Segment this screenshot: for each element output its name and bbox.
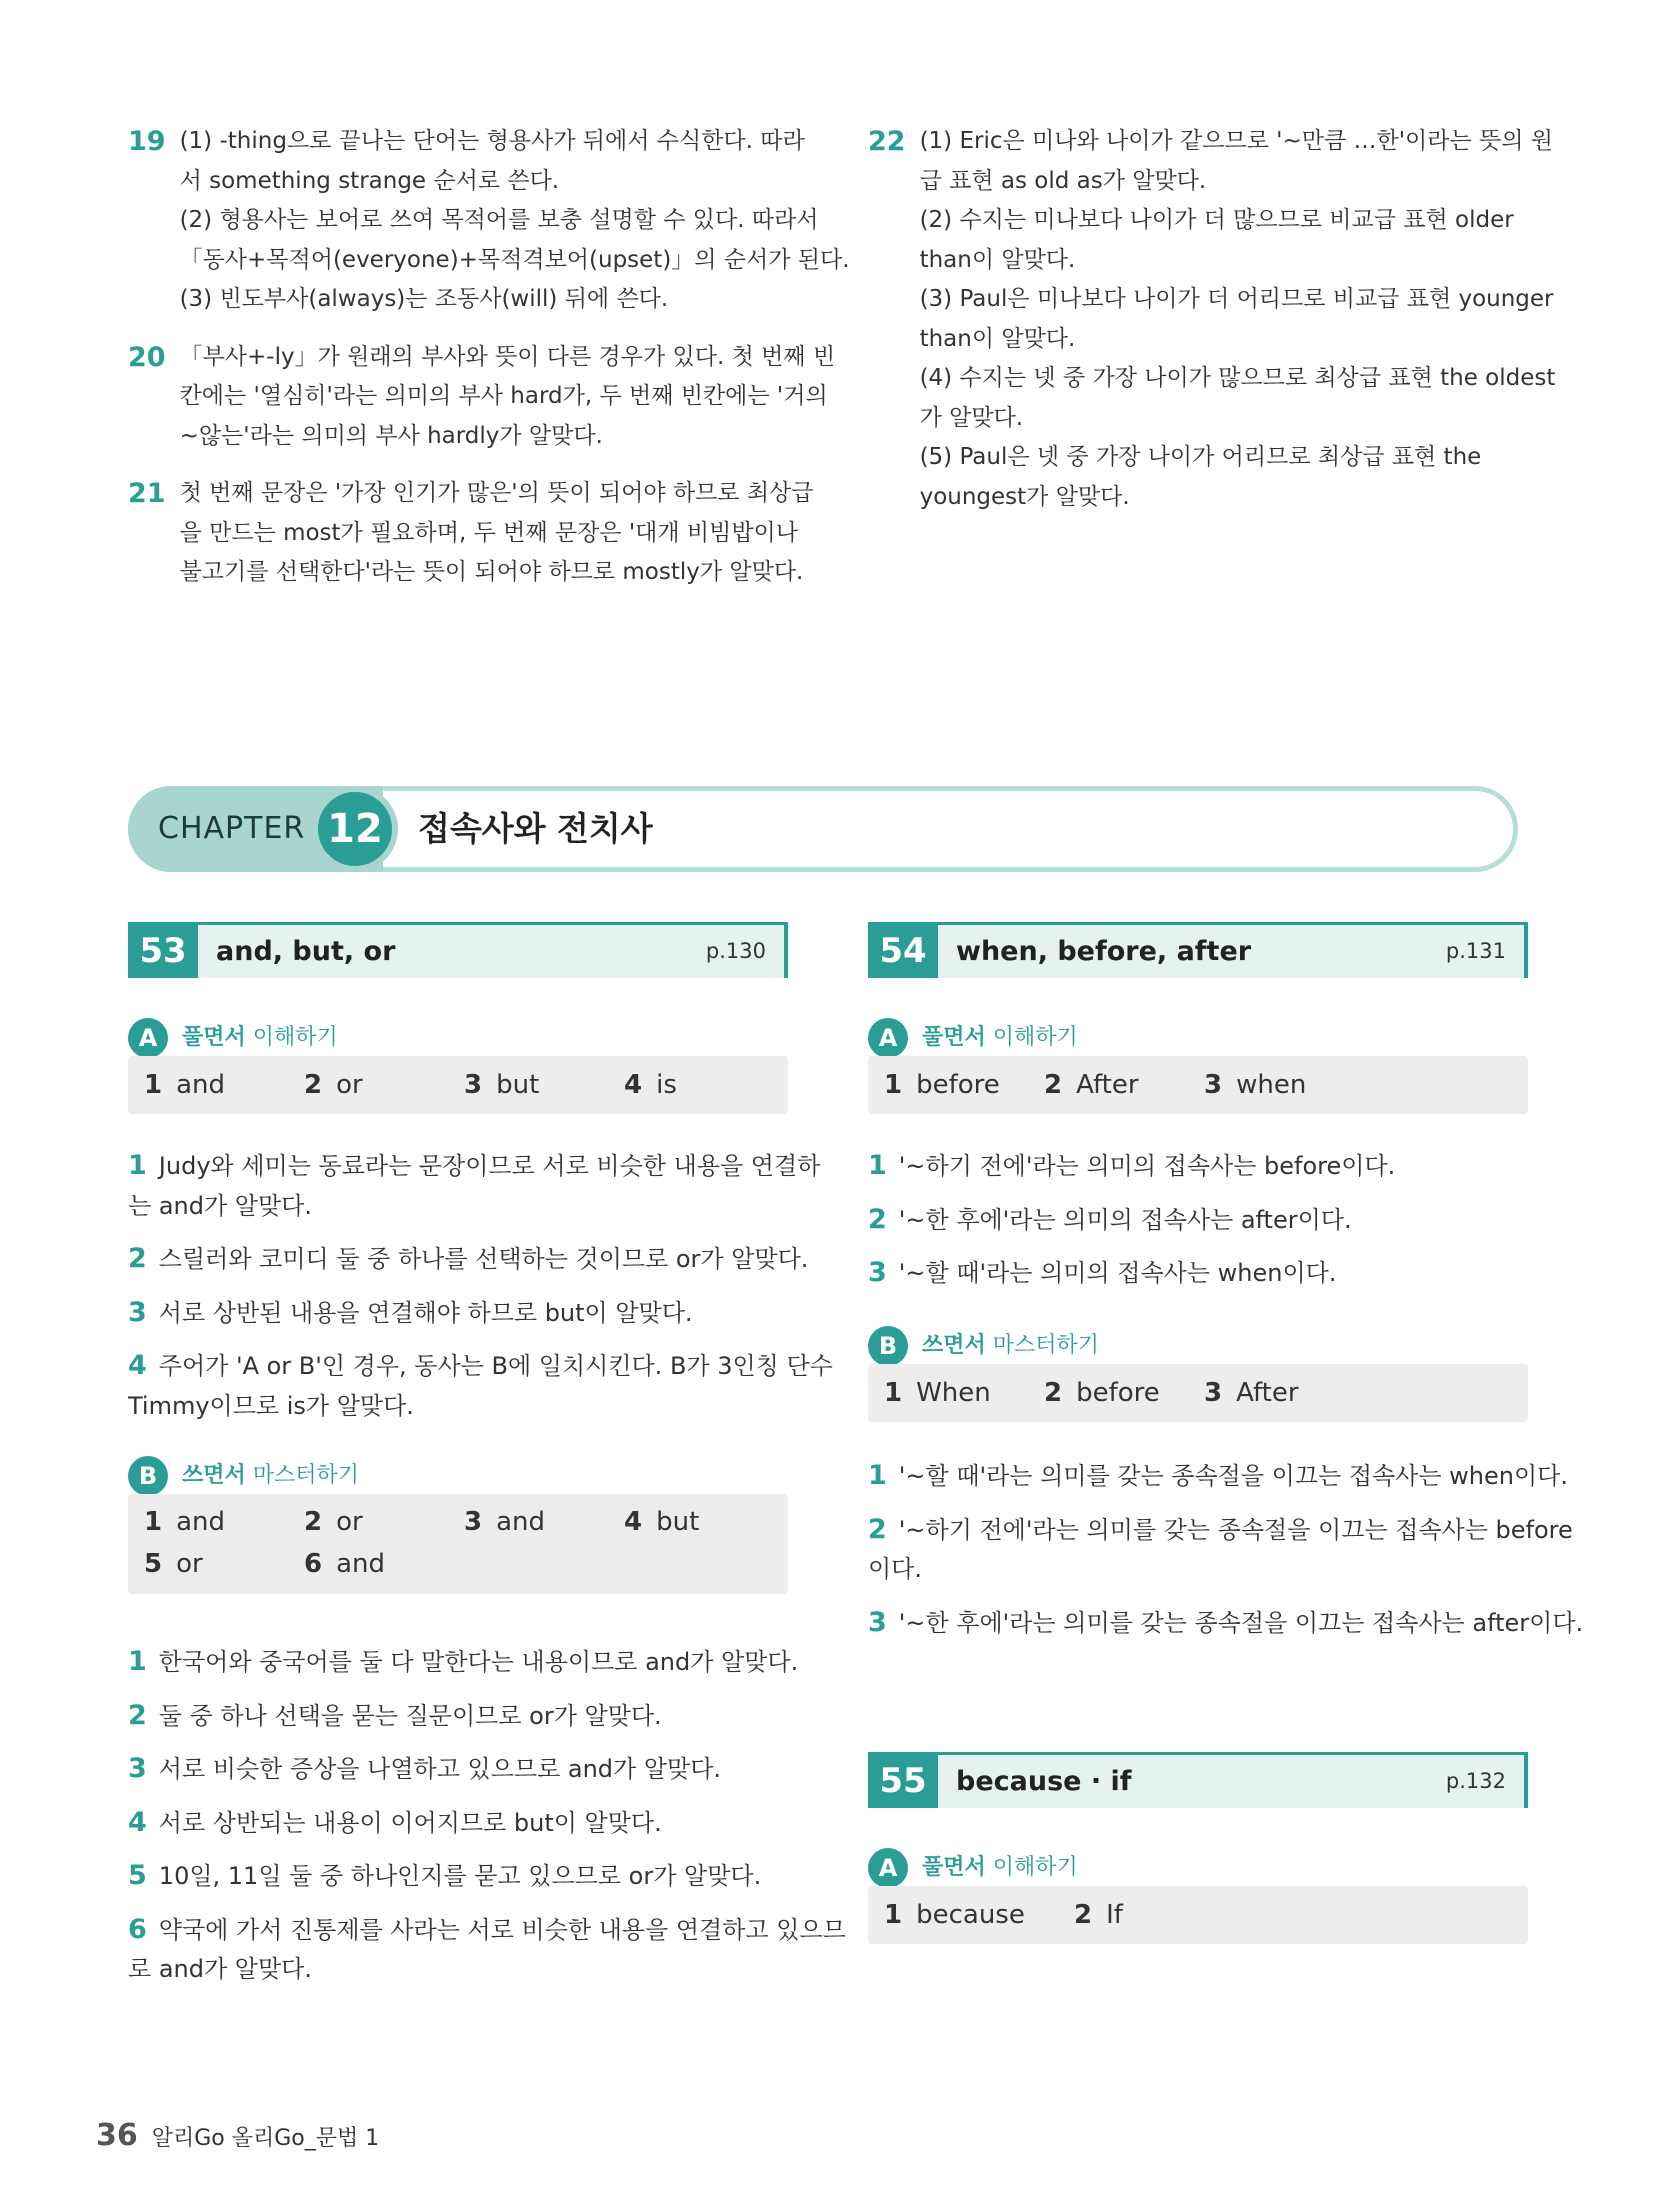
line: 10일, 11일 둘 중 하나인지를 묻고 있으므로 or가 알맞다. xyxy=(158,1862,762,1890)
section-title: and, but, or xyxy=(216,936,396,967)
section-number: 53 xyxy=(128,925,198,978)
answer-value: but xyxy=(656,1507,700,1537)
line: 불고기를 선택한다'라는 뜻이 되어야 하므로 mostly가 알맞다. xyxy=(179,559,804,585)
answer-value: and xyxy=(336,1549,386,1579)
book-title: 알리Go 올리Go_문법 1 xyxy=(151,2126,380,2151)
chapter-title: 접속사와 전치사 xyxy=(418,809,653,848)
line: (3) Paul은 미나보다 나이가 더 어리므로 비교급 표현 younger xyxy=(919,286,1554,312)
item-number: 20 xyxy=(128,341,166,373)
line: 을 만드는 most가 필요하며, 두 번째 문장은 '대개 비빔밥이나 xyxy=(179,519,798,546)
explanations-53a xyxy=(128,1146,833,1426)
subsection-title xyxy=(182,1018,338,1058)
answer-number: 3 xyxy=(1204,1070,1223,1100)
answer xyxy=(884,1373,991,1413)
subsection-a-header xyxy=(868,1018,1268,1058)
answer-value: before xyxy=(916,1070,1000,1100)
answer-number: 6 xyxy=(304,1549,323,1579)
section-page: p.131 xyxy=(1445,939,1506,963)
explanation-item xyxy=(128,1803,808,1844)
answer-number: 2 xyxy=(1074,1900,1093,1930)
item-number: 3 xyxy=(128,1296,147,1328)
answer-value: If xyxy=(1106,1900,1123,1930)
answer xyxy=(884,1895,1025,1935)
explanation-item xyxy=(128,1146,821,1226)
line: Timmy이므로 is가 알맞다. xyxy=(128,1391,414,1420)
subsection-title-rest: 마스터하기 xyxy=(245,1463,360,1488)
section-title: when, before, after xyxy=(956,936,1252,967)
line: (1) Eric은 미나와 나이가 같으므로 '~만큼 …한'이라는 뜻의 원 xyxy=(919,128,1553,154)
answer-number: 2 xyxy=(1044,1070,1063,1100)
answer-number: 2 xyxy=(304,1507,323,1537)
answer-value: or xyxy=(176,1549,203,1579)
explanation-item xyxy=(868,1456,1568,1497)
item-number: 6 xyxy=(128,1913,147,1945)
item-number: 2 xyxy=(868,1203,887,1235)
answer-value: After xyxy=(1076,1070,1139,1100)
answer-number: 1 xyxy=(884,1070,903,1100)
badge-a: A xyxy=(868,1018,908,1058)
line: 로 and가 알맞다. xyxy=(128,1955,312,1983)
explanation-item xyxy=(868,1510,1573,1590)
item-number: 4 xyxy=(128,1806,147,1838)
explanation-item xyxy=(868,1603,1584,1644)
item-number: 1 xyxy=(128,1150,147,1181)
answer-value: when xyxy=(1236,1070,1307,1100)
line: 가 알맞다. xyxy=(919,404,1024,431)
answer-value: and xyxy=(176,1507,226,1537)
line: (5) Paul은 넷 중 가장 나이가 어리므로 최상급 표현 the xyxy=(919,444,1482,470)
line: Judy와 세미는 동료라는 문장이므로 서로 비슷한 내용을 연결하 xyxy=(158,1152,821,1180)
chapter-label: CHAPTER xyxy=(158,811,306,846)
top-left-column xyxy=(128,122,850,611)
section-number: 55 xyxy=(868,1755,938,1808)
subsection-title-bold: 쓰면서 xyxy=(182,1463,246,1488)
answer-value: is xyxy=(656,1070,677,1100)
line: '~한 후에'라는 의미를 갖는 종속절을 이끄는 접속사는 after이다. xyxy=(898,1608,1584,1637)
answer-value: before xyxy=(1076,1378,1160,1408)
explanation-item xyxy=(128,1749,808,1790)
explanation-item xyxy=(128,1642,808,1683)
subsection-title-bold: 풀면서 xyxy=(922,1855,986,1880)
answer-number: 2 xyxy=(1044,1378,1063,1408)
answer-number: 3 xyxy=(464,1507,483,1537)
line: 한국어와 중국어를 둘 다 말한다는 내용이므로 and가 알맞다. xyxy=(158,1648,799,1676)
answer xyxy=(1074,1895,1123,1935)
explanation-item xyxy=(128,1910,846,1990)
subsection-title-rest: 이해하기 xyxy=(245,1025,338,1050)
answer xyxy=(884,1065,1000,1105)
line: 서로 비슷한 증상을 나열하고 있으므로 and가 알맞다. xyxy=(158,1755,722,1783)
line: 주어가 'A or B'인 경우, 동사는 B에 일치시킨다. B가 3인칭 단수 xyxy=(158,1352,833,1380)
explanation-item-22 xyxy=(868,122,1556,517)
subsection-b-header xyxy=(128,1456,528,1496)
line: 「부사+-ly」가 원래의 부사와 뜻이 다른 경우가 있다. 첫 번째 빈 xyxy=(179,343,836,370)
explanation-item xyxy=(868,1200,1548,1241)
line: 첫 번째 문장은 '가장 인기가 많은'의 뜻이 되어야 하므로 최상급 xyxy=(179,480,814,506)
explanation-item xyxy=(128,1239,808,1280)
section-header-55 xyxy=(868,1752,1528,1808)
answer-value: because xyxy=(916,1900,1025,1930)
answer xyxy=(304,1502,363,1542)
subsection-a-header xyxy=(868,1848,1268,1888)
answer-number: 4 xyxy=(624,1507,643,1537)
item-number: 22 xyxy=(868,126,906,157)
answer-number: 1 xyxy=(884,1900,903,1930)
line: 서 something strange 순서로 쓴다. xyxy=(179,167,560,194)
line: 급 표현 as old as가 알맞다. xyxy=(919,167,1207,194)
answer-value: or xyxy=(336,1070,363,1100)
page-footer xyxy=(96,2118,379,2153)
section-header-54 xyxy=(868,922,1528,978)
subsection-title xyxy=(922,1848,1078,1888)
subsection-title xyxy=(182,1456,359,1496)
line: than이 알맞다. xyxy=(919,325,1076,352)
answer xyxy=(624,1065,677,1105)
answer xyxy=(464,1065,539,1105)
answer-value: and xyxy=(176,1070,226,1100)
badge-a: A xyxy=(128,1018,168,1058)
answer-number: 2 xyxy=(304,1070,323,1100)
subsection-title-rest: 마스터하기 xyxy=(985,1333,1100,1358)
answer xyxy=(304,1065,363,1105)
section-header-53 xyxy=(128,922,788,978)
line: 서로 상반된 내용을 연결해야 하므로 but이 알맞다. xyxy=(158,1298,693,1327)
item-number: 21 xyxy=(128,478,166,509)
item-number: 1 xyxy=(868,1150,887,1181)
line: ~않는'라는 의미의 부사 hardly가 알맞다. xyxy=(179,422,603,449)
explanation-item xyxy=(868,1146,1548,1187)
line: 둘 중 하나 선택을 묻는 질문이므로 or가 알맞다. xyxy=(158,1701,662,1730)
answer-box-53a xyxy=(128,1056,788,1114)
subsection-title xyxy=(922,1018,1078,1058)
item-number: 19 xyxy=(128,126,166,157)
line: '~한 후에'라는 의미의 접속사는 after이다. xyxy=(898,1205,1352,1234)
item-number: 1 xyxy=(868,1460,887,1491)
line: '~하기 전에'라는 의미를 갖는 종속절을 이끄는 접속사는 before xyxy=(898,1515,1573,1544)
line: 이다. xyxy=(868,1555,922,1583)
answer-value: and xyxy=(496,1507,546,1537)
line: (1) -thing으로 끝나는 단어는 형용사가 뒤에서 수식한다. 따라 xyxy=(179,128,805,154)
answer-box-53b xyxy=(128,1494,788,1594)
answer xyxy=(304,1544,385,1584)
answer xyxy=(1204,1065,1306,1105)
subsection-title-rest: 이해하기 xyxy=(985,1855,1078,1880)
section-title: because · if xyxy=(956,1766,1132,1797)
answer-box-54a xyxy=(868,1056,1528,1114)
explanations-54b xyxy=(868,1456,1584,1643)
answer xyxy=(1044,1065,1139,1105)
line: 칸에는 '열심히'라는 의미의 부사 hard가, 두 번째 빈칸에는 '거의 xyxy=(179,383,828,409)
item-number: 1 xyxy=(128,1646,147,1677)
line: youngest가 알맞다. xyxy=(919,483,1130,510)
line: '~하기 전에'라는 의미의 접속사는 before이다. xyxy=(898,1152,1396,1180)
answer-value: or xyxy=(336,1507,363,1537)
explanation-item-21 xyxy=(128,474,814,593)
explanation-item xyxy=(128,1293,808,1334)
badge-a: A xyxy=(868,1848,908,1888)
item-number: 2 xyxy=(128,1243,147,1274)
badge-b: B xyxy=(128,1456,168,1496)
explanation-item xyxy=(128,1346,833,1426)
answer-value: When xyxy=(916,1378,991,1408)
answer-number: 5 xyxy=(144,1549,163,1579)
subsection-title xyxy=(922,1326,1099,1366)
chapter-number: 12 xyxy=(312,786,398,872)
subsection-title-bold: 풀면서 xyxy=(182,1025,246,1050)
line: (3) 빈도부사(always)는 조동사(will) 뒤에 쓴다. xyxy=(179,286,669,312)
line: than이 알맞다. xyxy=(919,246,1076,273)
section-page: p.132 xyxy=(1445,1769,1506,1793)
explanation-item xyxy=(128,1856,808,1897)
answer xyxy=(624,1502,699,1542)
answer-value: After xyxy=(1236,1378,1299,1408)
top-right-column xyxy=(868,122,1556,535)
answer xyxy=(144,1065,225,1105)
answer-number: 1 xyxy=(144,1507,163,1537)
answer-number: 3 xyxy=(1204,1378,1223,1408)
answer-box-55a xyxy=(868,1886,1528,1944)
answer xyxy=(144,1544,203,1584)
answer-value: but xyxy=(496,1070,540,1100)
item-number: 2 xyxy=(128,1699,147,1731)
answer xyxy=(1044,1373,1160,1413)
item-number: 3 xyxy=(868,1606,887,1638)
section-page: p.130 xyxy=(705,939,766,963)
answer xyxy=(144,1502,225,1542)
line: (2) 수지는 미나보다 나이가 더 많으므로 비교급 표현 older xyxy=(919,207,1514,233)
answer xyxy=(464,1502,545,1542)
explanation-item xyxy=(868,1253,1548,1294)
line: 서로 상반되는 내용이 이어지므로 but이 알맞다. xyxy=(158,1808,662,1837)
item-number: 3 xyxy=(128,1753,147,1784)
subsection-title-bold: 쓰면서 xyxy=(922,1333,986,1358)
item-number: 2 xyxy=(868,1513,887,1545)
item-number: 4 xyxy=(128,1350,147,1381)
subsection-a-header xyxy=(128,1018,528,1058)
subsection-b-header xyxy=(868,1326,1268,1366)
line: 는 and가 알맞다. xyxy=(128,1191,312,1220)
answer-number: 4 xyxy=(624,1070,643,1100)
line: 「동사+목적어(everyone)+목적격보어(upset)」의 순서가 된다. xyxy=(179,246,850,273)
answer-number: 1 xyxy=(144,1070,163,1100)
badge-b: B xyxy=(868,1326,908,1366)
answer-number: 3 xyxy=(464,1070,483,1100)
answer-box-54b xyxy=(868,1364,1528,1422)
explanation-item-19 xyxy=(128,122,850,320)
line: '~할 때'라는 의미를 갖는 종속절을 이끄는 접속사는 when이다. xyxy=(898,1462,1568,1490)
item-number: 5 xyxy=(128,1860,147,1891)
answer-number: 1 xyxy=(884,1378,903,1408)
answer xyxy=(1204,1373,1299,1413)
page-number: 36 xyxy=(96,2118,138,2153)
explanations-53b xyxy=(128,1642,846,1990)
line: 약국에 가서 진통제를 사라는 서로 비슷한 내용을 연결하고 있으므 xyxy=(158,1915,846,1944)
line: 스릴러와 코미디 둘 중 하나를 선택하는 것이므로 or가 알맞다. xyxy=(158,1245,809,1273)
line: (2) 형용사는 보어로 쓰여 목적어를 보충 설명할 수 있다. 따라서 xyxy=(179,207,819,233)
explanation-item-20 xyxy=(128,338,836,457)
item-number: 3 xyxy=(868,1257,887,1288)
explanations-54a xyxy=(868,1146,1548,1294)
subsection-title-bold: 풀면서 xyxy=(922,1025,986,1050)
line: '~할 때'라는 의미의 접속사는 when이다. xyxy=(898,1259,1337,1287)
line: (4) 수지는 넷 중 가장 나이가 많으므로 최상급 표현 the oldest xyxy=(919,365,1556,391)
subsection-title-rest: 이해하기 xyxy=(985,1025,1078,1050)
explanation-item xyxy=(128,1696,808,1737)
section-number: 54 xyxy=(868,925,938,978)
